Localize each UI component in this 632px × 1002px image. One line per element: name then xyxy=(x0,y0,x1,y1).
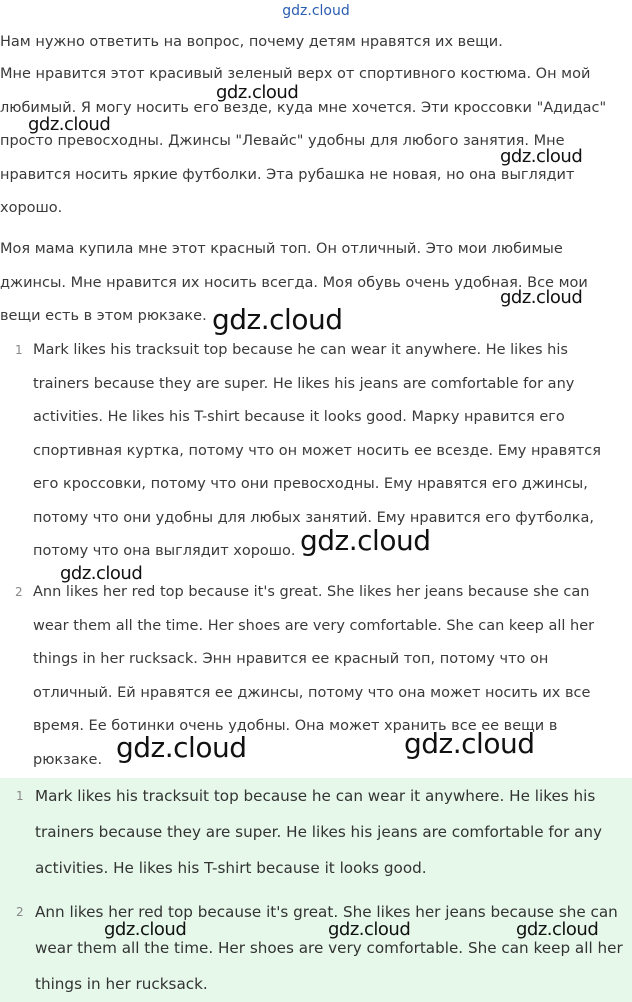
watermark: gdz.cloud xyxy=(300,524,431,557)
watermark: gdz.cloud xyxy=(60,563,143,584)
answer-text: Mark likes his tracksuit top because he can wear it anywhere. He likes his trainers because they are super. He likes his jeans are comfortable for any activities. He likes his T-shirt because it looks good. xyxy=(35,787,603,877)
item-number: 2 xyxy=(15,585,23,599)
watermark: gdz.cloud xyxy=(404,727,535,760)
watermark: gdz.cloud xyxy=(516,919,599,940)
item-text: Mark likes his tracksuit top because he can wear it anywhere. He likes his trainers because they are super. He likes his jeans are comfortable for any activities. He likes his T-shirt because it looks good. Марку нравится его спортивная куртка, потому что он может носить ее всезде. Ему нравятся его кроссовки, потому что они превосходны. Ему нравятся его джинсы, потому что они удобны для любых занятий. Ему нравится его футболка, потому что она выглядит хорошо. xyxy=(33,342,601,559)
watermark: gdz.cloud xyxy=(104,919,187,940)
watermark: gdz.cloud xyxy=(212,303,343,336)
answer-number: 2 xyxy=(16,905,24,919)
answer-text: Ann likes her red top because it's great. She likes her jeans because she can wear them all the time. Her shoes are very comfortable. She can keep all her things in her rucksack. xyxy=(35,903,623,993)
item-text: Ann likes her red top because it's great. She likes her jeans because she can wear them all the time. Her shoes are very comfortable. She can keep all her things in her rucksack. Энн нравится ее красный топ, потому что он отличный. Ей нравятся ее джинсы, потому что она может носить их все время. Ее ботинки очень удобны. Она может хранить все ее вещи в рюкзаке. xyxy=(33,584,595,768)
watermark: gdz.cloud xyxy=(500,287,583,308)
intro-question: Нам нужно ответить на вопрос, почему детям нравятся их вещи. xyxy=(0,34,503,50)
watermark: gdz.cloud xyxy=(216,82,299,103)
answer-box xyxy=(0,778,632,1002)
answer-number: 1 xyxy=(16,789,24,803)
watermark: gdz.cloud xyxy=(328,919,411,940)
intro-paragraph-girl: Моя мама купила мне этот красный топ. Он отличный. Это мои любимые джинсы. Мне нравится их носить всегда. Моя обувь очень удобная. Все мои вещи есть в этом рюкзаке. xyxy=(0,241,588,324)
intro-paragraph-boy: Мне нравится этот красивый зеленый верх от спортивного костюма. Он мой любимый. Я могу носить его везде, куда мне хочется. Эти кроссовки "Адидас" просто превосходны. Джинсы "Левайс" удобны для любого занятия. Мне нравится носить яркие футболки. Эта рубашка не новая, но она выглядит хорошо. xyxy=(0,66,607,216)
watermark: gdz.cloud xyxy=(28,114,111,135)
item-number: 1 xyxy=(15,343,23,357)
watermark: gdz.cloud xyxy=(500,146,583,167)
header-watermark: gdz.cloud xyxy=(282,3,350,19)
watermark: gdz.cloud xyxy=(116,731,247,764)
